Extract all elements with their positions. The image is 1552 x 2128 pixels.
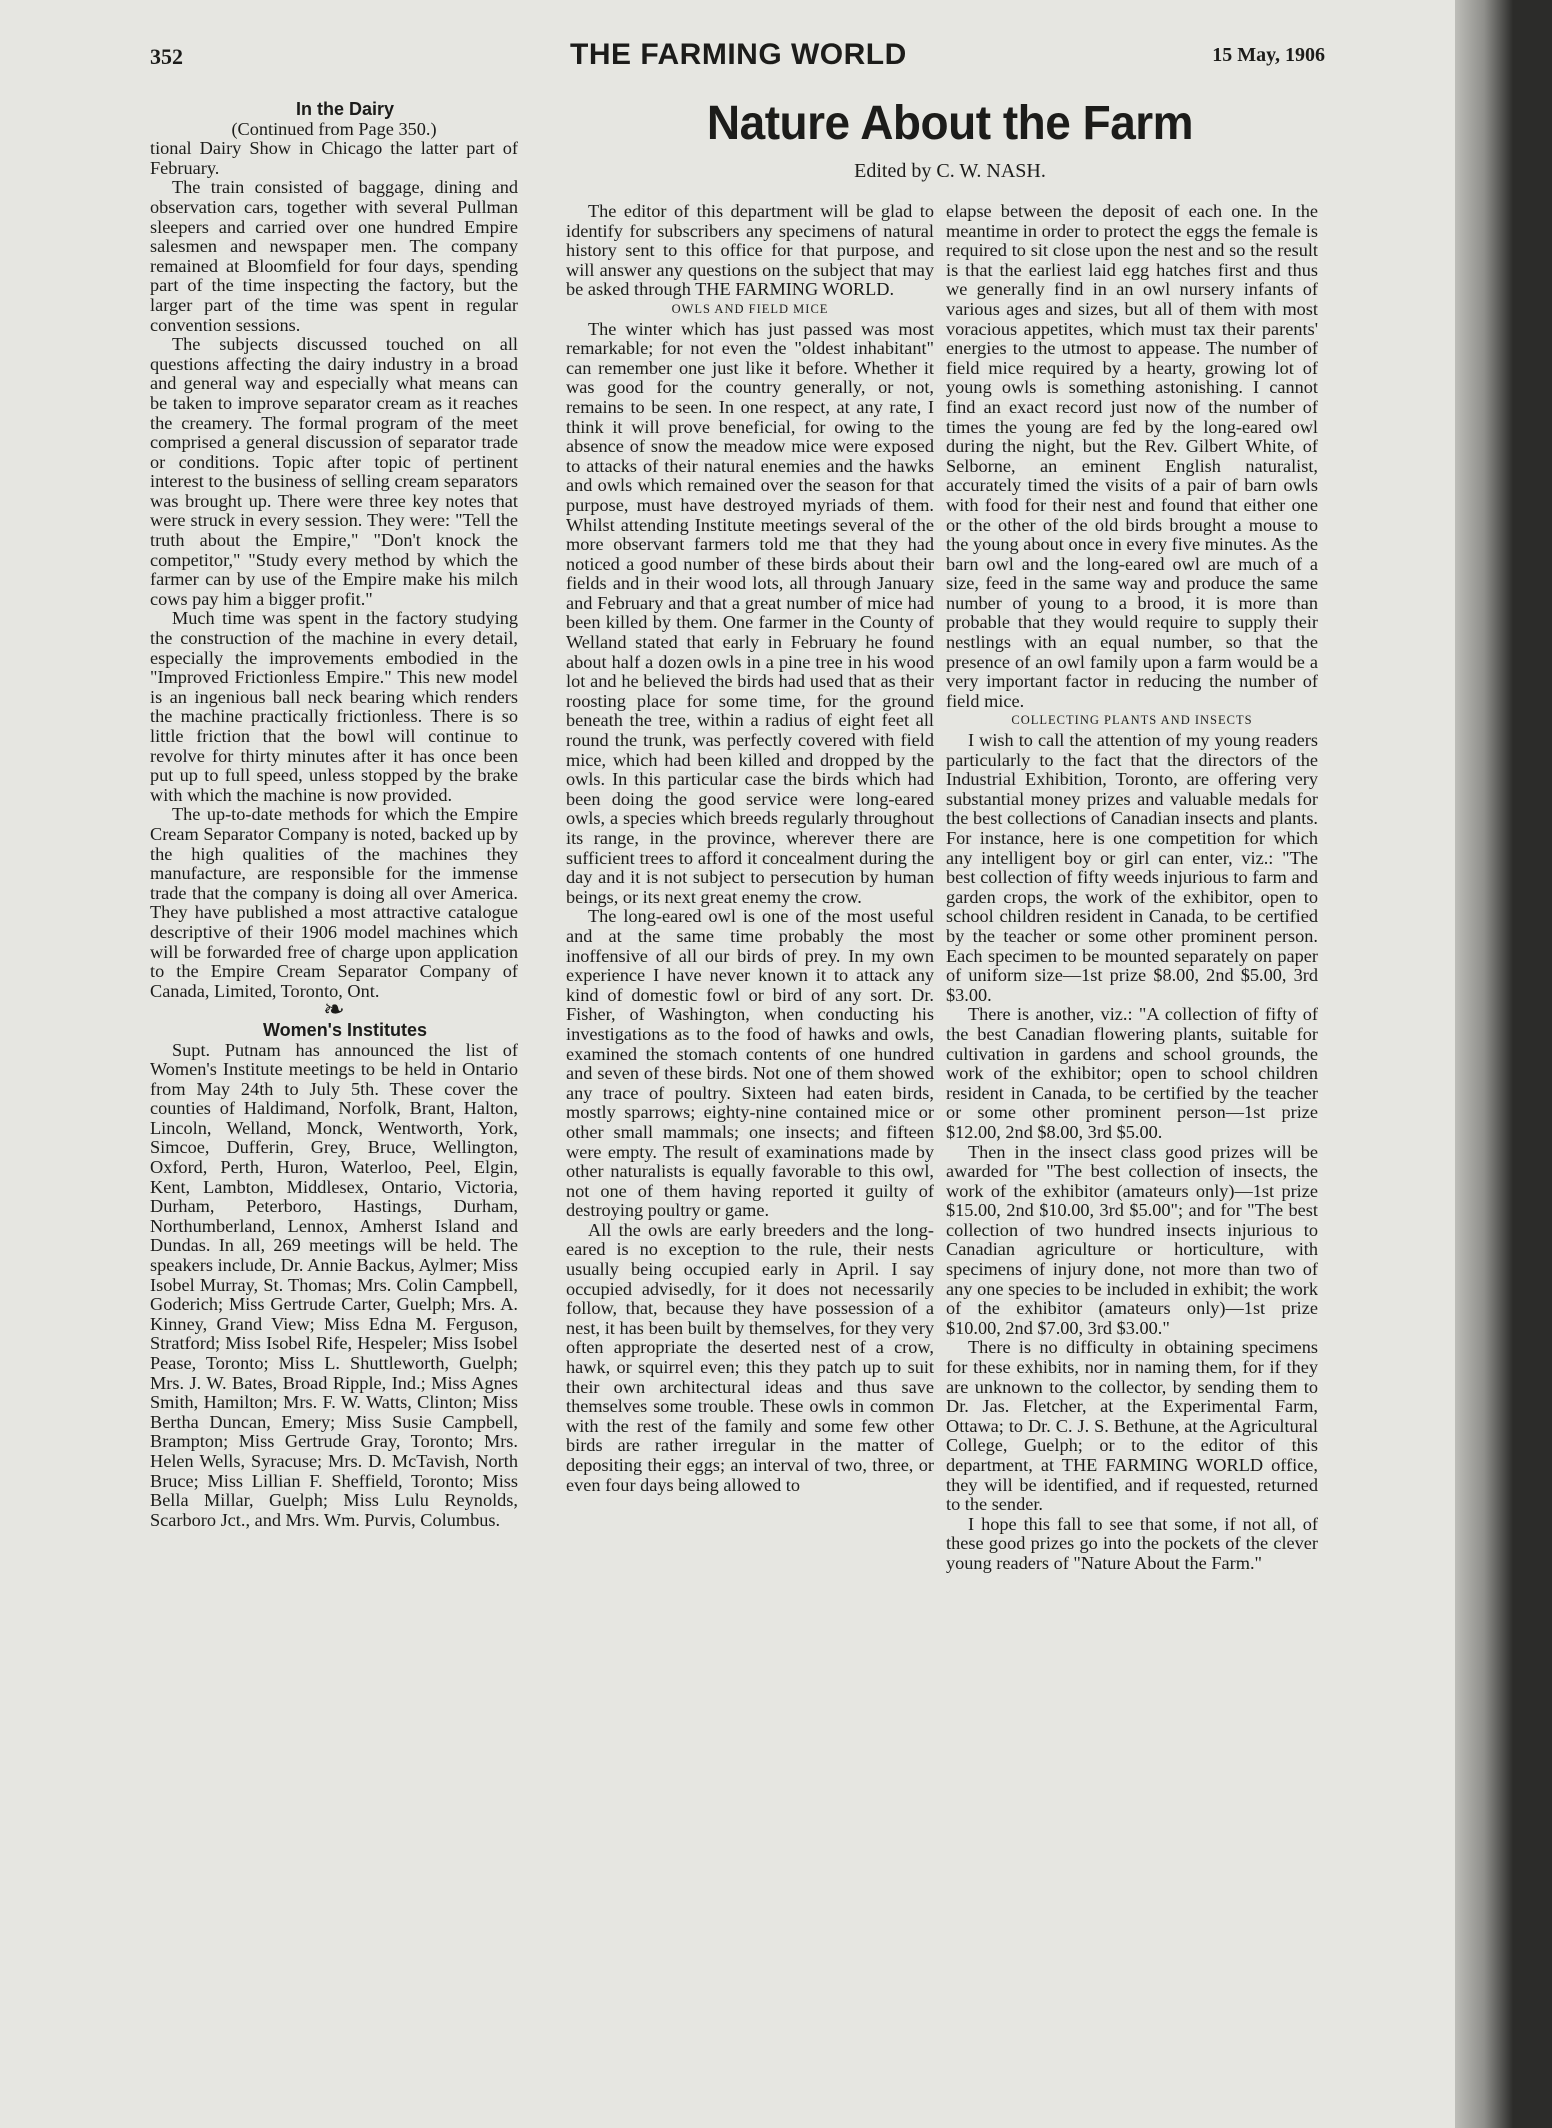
collecting-paragraph: Then in the insect class good prizes will be awarded for "The best collection of insects, the work of the exhibitor (amateurs only)—1st prize $15.00, 2nd $10.00, 3rd $5.00"; and for "The best collection of two hundred insects injurious to Canadian agriculture or horticulture, with specimens of injury done, not more than two of any one species to be included in exhibit; the work of the exhibitor (amateurs only)—1st prize $10.00, 2nd $7.00, 3rd $3.00." (946, 1141, 1318, 1338)
dairy-heading: In the Dairy (295, 99, 395, 119)
column-nature-1 (566, 202, 934, 1495)
page-number: 352 (150, 44, 183, 69)
dairy-paragraph: The train consisted of baggage, dining and observation cars, together with several Pullman sleepers and carried over one hundred Empire salesmen and newspaper men. The company remained at Bloomfield for four days, spending part of the time inspecting the factory, but the larger part of the time was spent in regular convention sessions. (150, 177, 518, 335)
page-header (150, 38, 1325, 78)
page-edge-shadow (1455, 0, 1552, 2128)
feature-title: Nature About the Farm (706, 94, 1194, 150)
owls-heading: OWLS AND FIELD MICE (671, 301, 829, 316)
owls-continuation: elapse between the deposit of each one. In the meantime in order to protect the eggs the female is required to sit close upon the nest and so the result is that the earliest laid egg hatches first and thus we generally find in an owl nursery infants of various ages and sizes, but all of them with most voracious appetites, which must tax their parents' energies to the utmost to appease. The number of field mice required by a hearty, growing lot of young owls is something astonishing. I cannot find an exact record just now of the number of times the young are fed by the long-eared owl during the night, but the Rev. Gilbert White, of Selborne, an eminent English naturalist, accurately timed the visits of a pair of barn owls with food for their nest and found that either one or the other of the old birds brought a mouse to the young about once in every five minutes. As the barn owl and the long-eared owl are much of a size, feed in the same way and produce the same number of young to a brood, it is more than probable that they would require to supply their nestlings with an equal number, so that the presence of an owl family upon a farm would be a very important factor in reducing the number of field mice. (946, 201, 1318, 711)
owls-paragraph: The long-eared owl is one of the most useful and at the same time probably the most inoffensive of all our birds of prey. In my own experience I have never known it to attack any kind of domestic fowl or bird of any sort. Dr. Fisher, of Washington, when conducting his investigations as to the food of hawks and owls, examined the stomach contents of one hundred and seven of these birds. Not one of them showed any trace of poultry. Sixteen had eaten birds, mostly sparrows; eighty-nine contained mice or other small mammals; one insects; and fifteen were empty. The result of examinations made by other naturalists is equally favorable to this owl, not one of them having reported it guilty of destroying poultry or game. (566, 906, 934, 1221)
owls-paragraph: All the owls are early breeders and the long-eared is no exception to the rule, their nests usually being occupied early in April. I say occupied advisedly, for it does not necessarily follow, that, because they have possession of a nest, it has been built by themselves, for they very often appropriate the deserted nest of a crow, hawk, or squirrel even; this they patch up to suit their own architectural ideas and thus save themselves some trouble. These owls in common with the rest of the family and some few other birds are rather irregular in the matter of depositing their eggs; an interval of two, three, or even four days being allowed to (566, 1219, 934, 1495)
section-divider-ornament: ❧ (323, 995, 345, 1026)
column-dairy (150, 100, 518, 1530)
dairy-paragraph: The subjects discussed touched on all questions affecting the dairy industry in a broad and general way and especially what means can be taken to improve separator cream as it reaches the creamery. The formal program of the meet comprised a general discussion of separator trade or conditions. Topic after topic of pertinent interest to the business of selling cream separators was brought up. There were three key notes that were struck in every session. They were: "Tell the truth about the Empire," "Don't knock the competitor," "Study every method by which the farmer can by use of the Empire make his milch cows pay him a bigger profit." (150, 334, 518, 609)
womens-institutes-heading: Women's Institutes (263, 1019, 427, 1040)
nature-intro: The editor of this department will be glad to identify for subscribers any specimens of natural history sent to this office for that purpose, and will answer any questions on the subject that may be asked through THE FARMING WORLD. (566, 201, 934, 300)
issue-date: 15 May, 1906 (1212, 44, 1325, 66)
womens-paragraph: Supt. Putnam has announced the list of Women's Institute meetings to be held in Ontario from May 24th to July 5th. These cover the counties of Haldimand, Norfolk, Brant, Halton, Lincoln, Welland, Monck, Wentworth, York, Simcoe, Dufferin, Grey, Bruce, Wellington, Oxford, Perth, Huron, Waterloo, Peel, Elgin, Kent, Lambton, Middlesex, Ontario, Victoria, Durham, Peterboro, Hastings, Durham, Northumberland, Lennox, Amherst Island and Dundas. In all, 269 meetings will be held. The speakers include, Dr. Annie Backus, Aylmer; Miss Isobel Murray, St. Thomas; Mrs. Colin Campbell, Goderich; Miss Gertrude Carter, Guelph; Mrs. A. Kinney, Grand View; Miss Edna M. Ferguson, Stratford; Miss Isobel Rife, Hespeler; Miss Isobel Pease, Toronto; Miss L. Shuttleworth, Guelph; Mrs. J. W. Bates, Broad Ripple, Ind.; Miss Agnes Smith, Hamilton; Mrs. F. W. Watts, Clinton; Miss Bertha Duncan, Emery; Miss Susie Campbell, Brampton; Miss Gertrude Gray, Toronto; Mrs. Helen Wells, Syracuse; Mrs. D. McTavish, North Bruce; Miss Lillian F. Sheffield, Toronto; Miss Bella Millar, Guelph; Miss Lulu Reynolds, Scarboro Jct., and Mrs. Wm. Purvis, Columbus. (150, 1039, 518, 1530)
column-nature-2 (946, 202, 1318, 1574)
dairy-paragraph: Much time was spent in the factory studying the construction of the machine in every detail, especially the improvements embodied in the "Improved Frictionless Empire." This new model is an ingenious ball neck bearing which renders the machine practically frictionless. There is so little friction that the bowl will continue to revolve for thirty minutes after it has once been put up to full speed, unless stopped by the brake with which the machine is now provided. (150, 608, 518, 805)
dairy-paragraph: The up-to-date methods for which the Empire Cream Separator Company is noted, backed up by the high qualities of the machines they manufacture, are responsible for the immense trade that the company is doing all over America. They have published a most attractive catalogue descriptive of their 1906 model machines which will be forwarded free of charge upon application to the Empire Cream Separator Company of Canada, Limited, Toronto, Ont. (150, 804, 518, 1001)
editor-byline: Edited by C. W. NASH. (854, 160, 1046, 182)
publication-title: THE FARMING WORLD (570, 38, 907, 71)
continued-note: (Continued from Page 350.) (231, 118, 437, 139)
collecting-paragraph: I wish to call the attention of my young readers particularly to the fact that the directors of the Industrial Exhibition, Toronto, are offering very substantial money prizes and valuable medals for the best collections of Canadian insects and plants. For instance, here is one competition for which any intelligent boy or girl can enter, viz.: "The best collection of fifty weeds injurious to farm and garden crops, the work of the exhibitor, open to school children resident in Canada, to be certified by the teacher or some other prominent person. Each specimen to be mounted separately on paper of uniform size—1st prize $8.00, 2nd $5.00, 3rd $3.00. (946, 730, 1318, 1005)
collecting-paragraph: There is another, viz.: "A collection of fifty of the best Canadian flowering plants, suitable for cultivation in gardens and school grounds, the work of the exhibitor; open to school children resident in Canada, to be certified by the teacher or some other prominent person—1st prize $12.00, 2nd $8.00, 3rd $5.00. (946, 1004, 1318, 1142)
dairy-paragraph: tional Dairy Show in Chicago the latter part of February. (150, 138, 518, 178)
collecting-heading: COLLECTING PLANTS AND INSECTS (1011, 713, 1253, 728)
owls-paragraph: The winter which has just passed was most remarkable; for not even the "oldest inhabitant" can remember one just like it before. Whether it was good for the country generally, or not, remains to be seen. In one respect, at any rate, I think it will prove beneficial, for owing to the absence of snow the meadow mice were exposed to attacks of their natural enemies and the hawks and owls which remained over the season for that purpose, must have destroyed myriads of them. Whilst attending Institute meetings several of the more observant farmers told me that they had noticed a good number of these birds about their fields and in their wood lots, all through January and February and that a great number of mice had been killed by them. One farmer in the County of Welland stated that early in February he found about half a dozen owls in a pine tree in his wood lot and he believed the birds had used that as their roosting place for some time, for the ground beneath the tree, within a radius of eight feet all round the trunk, was perfectly covered with field mice, which had been killed and dropped by the owls. In this particular case the birds which had been doing the good service were long-eared owls, a species which breeds regularly throughout its range, in the province, wherever there are sufficient trees to afford it concealment during the day and it is not subject to persecution by human beings, or its next great enemy the crow. (566, 318, 934, 907)
collecting-paragraph: There is no difficulty in obtaining specimens for these exhibits, nor in naming them, for if they are unknown to the collector, by sending them to Dr. Jas. Fletcher, at the Experimental Farm, Ottawa; to Dr. C. J. S. Bethune, at the Agricultural College, Guelph; or to the editor of this department, at THE FARMING WORLD office, they will be identified, and if requested, returned to the sender. (946, 1337, 1318, 1515)
collecting-paragraph: I hope this fall to see that some, if not all, of these good prizes go into the pockets of the clever young readers of "Nature About the Farm." (946, 1513, 1318, 1573)
